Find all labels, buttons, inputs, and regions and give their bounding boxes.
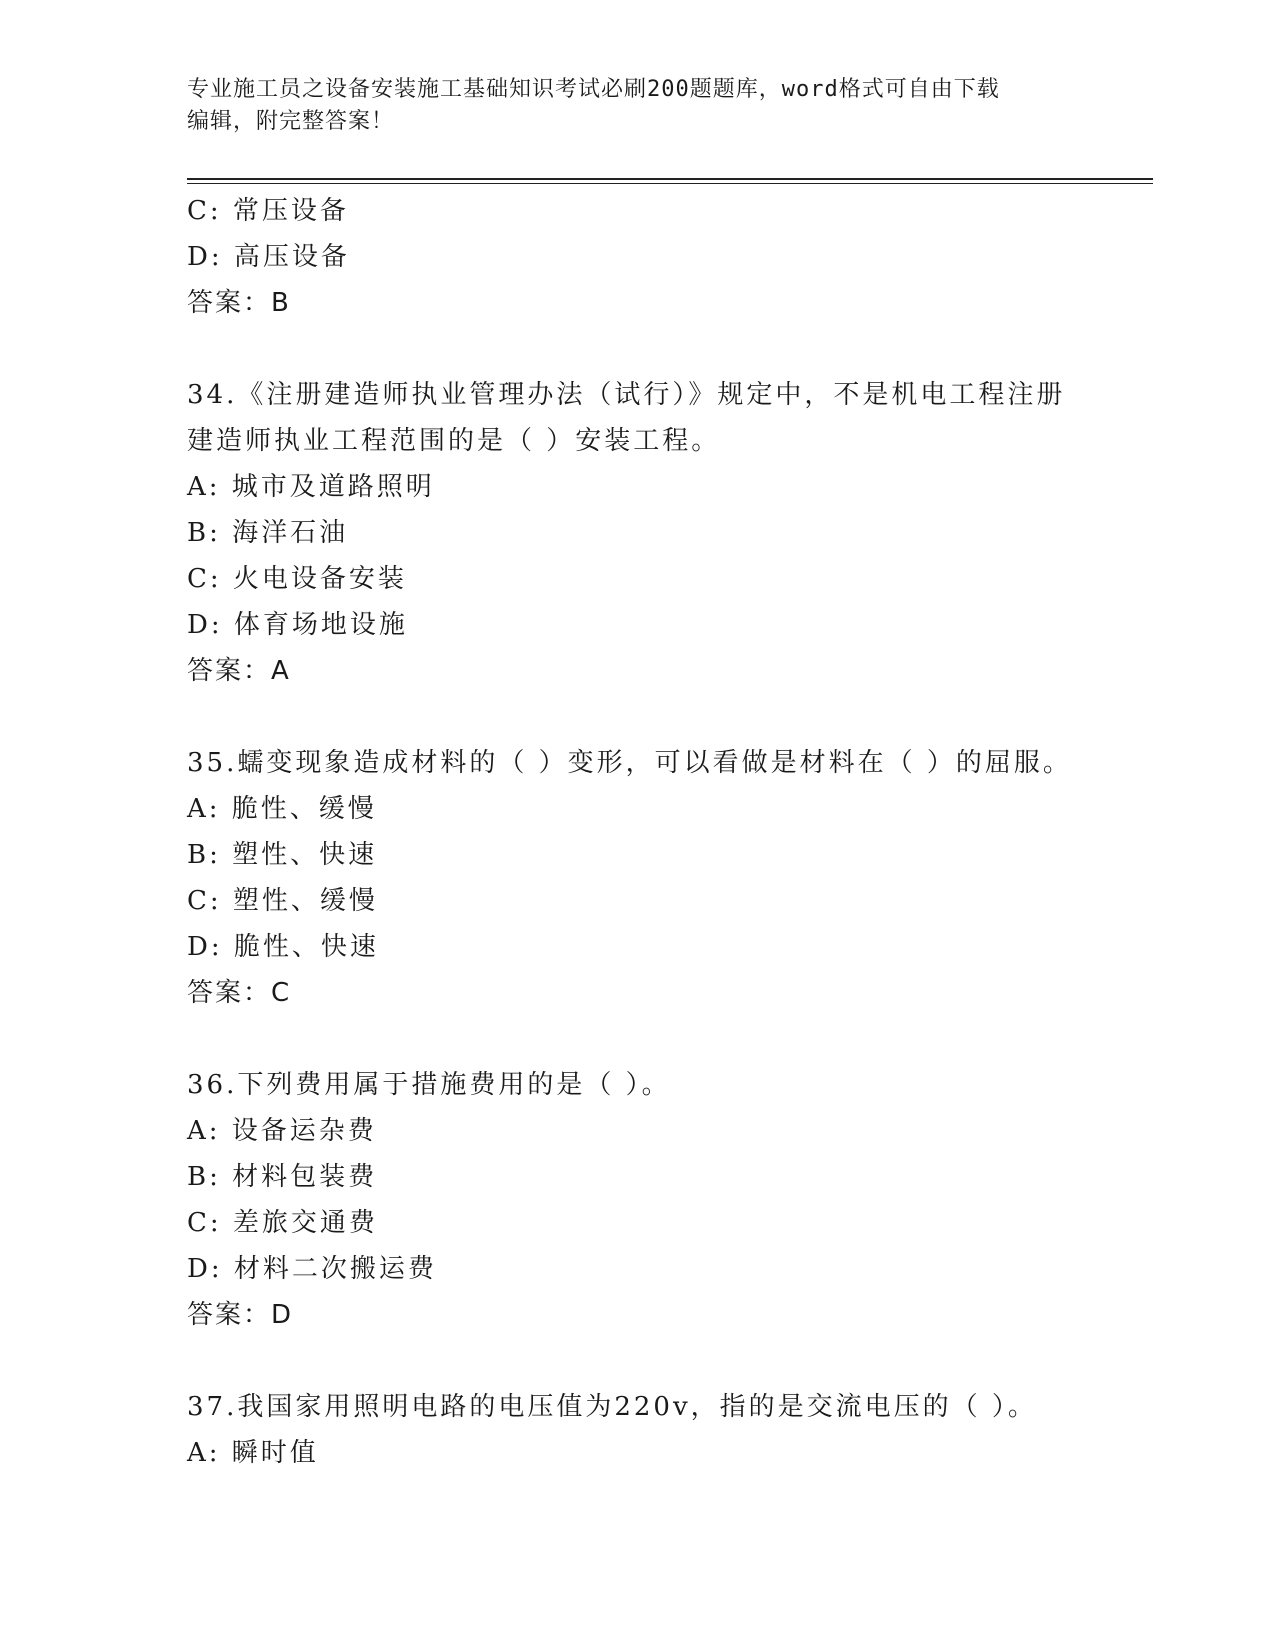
answer-line: 答案：B xyxy=(187,288,291,318)
option-d: D: 材料二次搬运费 xyxy=(187,1254,437,1284)
question-34 xyxy=(187,372,1087,694)
option-b: B: 材料包装费 xyxy=(187,1162,378,1192)
answer-line: 答案：C xyxy=(187,978,292,1008)
option-a: A: 城市及道路照明 xyxy=(187,472,435,502)
option-c: C: 塑性、缓慢 xyxy=(187,886,378,916)
document-header xyxy=(187,74,1067,138)
option-d: D: 高压设备 xyxy=(187,242,350,272)
spacer xyxy=(187,1016,1087,1062)
option-a: A: 设备运杂费 xyxy=(187,1116,377,1146)
option-c: C: 差旅交通费 xyxy=(187,1208,378,1238)
answer-line: 答案：A xyxy=(187,656,291,686)
answer-line: 答案：D xyxy=(187,1300,294,1330)
header-line-1: 专业施工员之设备安装施工基础知识考试必刷200题题库，word格式可自由下载 xyxy=(187,77,1000,102)
question-stem-line-1: 35.蠕变现象造成材料的（ ）变形，可以看做是材料在（ ）的屈服。 xyxy=(187,748,1072,778)
question-stem-line-1: 36.下列费用属于措施费用的是（ ）。 xyxy=(187,1070,671,1100)
option-b: B: 塑性、快速 xyxy=(187,840,378,870)
question-37 xyxy=(187,1384,1087,1476)
question-33 xyxy=(187,188,1087,326)
question-36 xyxy=(187,1062,1087,1338)
question-stem-line-1: 37.我国家用照明电路的电压值为220v，指的是交流电压的（ ）。 xyxy=(187,1392,1037,1422)
header-rule-thin xyxy=(187,183,1153,184)
spacer xyxy=(187,326,1087,372)
option-a: A: 瞬时值 xyxy=(187,1438,319,1468)
header-line-2: 编辑，附完整答案！ xyxy=(187,109,395,134)
question-35 xyxy=(187,740,1087,1016)
header-rule-thick xyxy=(187,178,1153,180)
question-list xyxy=(187,188,1087,1476)
option-d: D: 脆性、快速 xyxy=(187,932,379,962)
spacer xyxy=(187,694,1087,740)
option-c: C: 火电设备安装 xyxy=(187,564,407,594)
question-stem-line-2: 建造师执业工程范围的是（ ）安装工程。 xyxy=(187,426,721,456)
spacer xyxy=(187,1338,1087,1384)
option-d: D: 体育场地设施 xyxy=(187,610,408,640)
option-a: A: 脆性、缓慢 xyxy=(187,794,377,824)
question-stem-line-1: 34.《注册建造师执业管理办法（试行）》规定中，不是机电工程注册 xyxy=(187,380,1066,410)
option-c: C: 常压设备 xyxy=(187,196,349,226)
option-b: B: 海洋石油 xyxy=(187,518,349,548)
